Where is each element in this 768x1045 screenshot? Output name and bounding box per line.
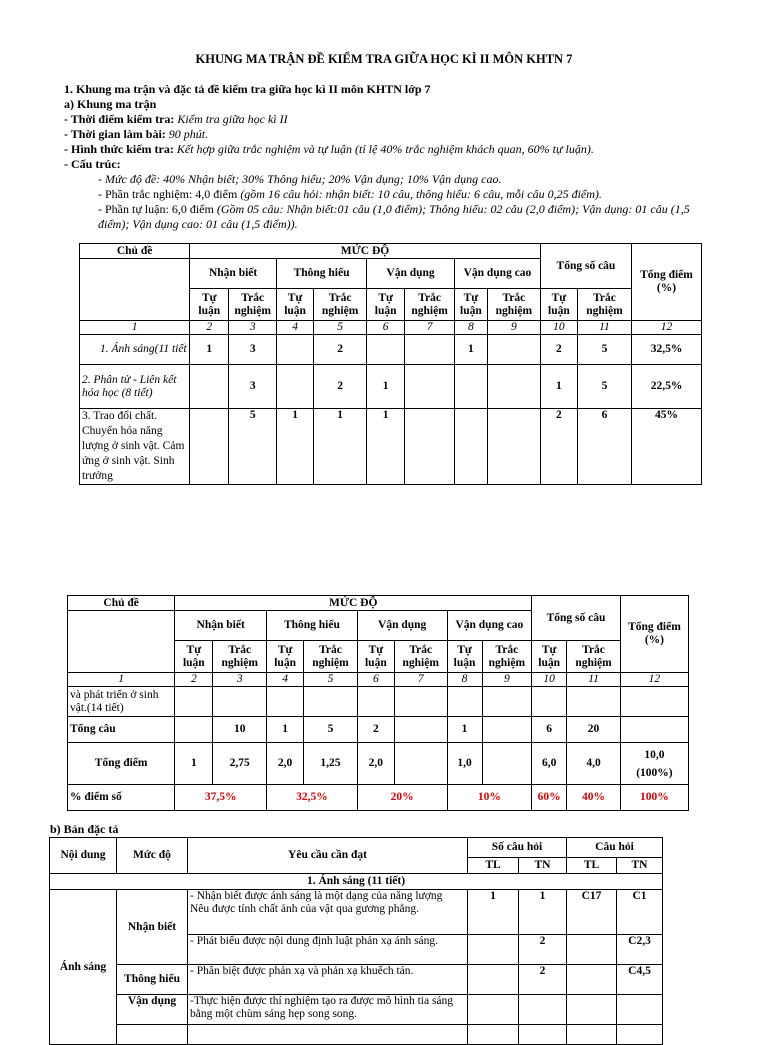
header-tl: Tự luận: [175, 641, 213, 673]
col-num: 3: [229, 321, 277, 335]
cell: 10,0 (100%): [620, 743, 688, 785]
cell: 1: [190, 335, 229, 365]
cell: [487, 365, 540, 409]
cell: 1: [447, 717, 482, 743]
cell: 5: [229, 409, 277, 485]
cell: [482, 717, 532, 743]
page-title: KHUNG MA TRẬN ĐỀ KIỂM TRA GIỮA HỌC KÌ II MÔN KHTN 7: [195, 52, 573, 66]
header-total-questions: Tổng số câu: [532, 596, 621, 641]
col-num: 9: [482, 673, 532, 687]
cell: 20: [567, 717, 621, 743]
header-tn: TN: [617, 858, 663, 874]
cell: 1,25: [304, 743, 358, 785]
row-label: % điểm số: [68, 785, 175, 811]
row-label: Tổng điểm: [68, 743, 175, 785]
col-num: 6: [357, 673, 394, 687]
cell: 3: [229, 365, 277, 409]
header-tn: Trắc nghiệm: [314, 289, 367, 321]
cell: 6: [577, 409, 631, 485]
cell: [617, 995, 663, 1025]
cell: 4,0: [567, 743, 621, 785]
col-num: 12: [620, 673, 688, 687]
cell: 40%: [567, 785, 621, 811]
exam-time-line: - Thời điểm kiểm tra: Kiểm tra giữa học kì II: [64, 112, 288, 126]
cell: 1: [468, 890, 519, 935]
structure-item-1: - Mức độ đề: 40% Nhận biết; 30% Thông hiểu; 20% Vận dụng; 10% Vận dụng cao.: [98, 172, 502, 186]
topic-cell: 1. Ánh sáng(11 tiết: [80, 335, 190, 365]
header-tl: Tự luận: [447, 641, 482, 673]
cell: 2,0: [357, 743, 394, 785]
cell: 45%: [632, 409, 702, 485]
header-total-score: Tổng điểm (%): [620, 596, 688, 673]
cell: 2: [540, 409, 577, 485]
spec-table: [49, 837, 663, 1045]
col-num: 5: [304, 673, 358, 687]
col-num: 11: [567, 673, 621, 687]
header-tl: TL: [468, 858, 519, 874]
col-num: 10: [532, 673, 567, 687]
cell: 60%: [532, 785, 567, 811]
cell: [567, 935, 617, 965]
col-num: 8: [447, 673, 482, 687]
header-tl: Tự luận: [190, 289, 229, 321]
cell: [487, 409, 540, 485]
header-tl: Tự luận: [540, 289, 577, 321]
header-tn: Trắc nghiệm: [229, 289, 277, 321]
cell: 1: [367, 409, 405, 485]
cell: [175, 717, 213, 743]
header-tl: Tự luận: [532, 641, 567, 673]
header-total-questions: Tổng số câu: [540, 244, 631, 289]
topic-cell: và phát triển ở sinh vật.(14 tiết): [68, 687, 175, 717]
level-vd: Vận dụng: [117, 995, 188, 1025]
cell: [482, 743, 532, 785]
column-number-row: [80, 321, 702, 335]
header-vdc: Vận dụng cao: [455, 259, 541, 289]
cell: 1: [277, 409, 314, 485]
cell: [567, 965, 617, 995]
header-level: Mức độ: [117, 838, 188, 874]
col-num: 9: [487, 321, 540, 335]
header-tl: Tự luận: [277, 289, 314, 321]
header-tn: Trắc nghiệm: [487, 289, 540, 321]
header-tn: Trắc nghiệm: [394, 641, 447, 673]
header-tn: Trắc nghiệm: [405, 289, 455, 321]
header-tl: TL: [567, 858, 617, 874]
cell: 22,5%: [632, 365, 702, 409]
cell: [190, 365, 229, 409]
col-num: 10: [540, 321, 577, 335]
cell: [405, 409, 455, 485]
requirement-cell: -Thực hiện được thí nghiệm tạo ra được mô hình tia sáng bằng một chùm sáng hẹp song song.: [188, 995, 468, 1025]
table-row: [80, 335, 702, 365]
cell: 32,5%: [267, 785, 358, 811]
structure-item-2: - Phần trắc nghiệm: 4,0 điểm (gồm 16 câu hỏi: nhận biết: 10 câu, thông hiểu: 6 câu, mỗi câu 0,25 điểm).: [98, 187, 602, 201]
header-vd: Vận dụng: [367, 259, 455, 289]
table-row: [80, 409, 702, 485]
requirement-cell: - Phát biểu được nội dung định luật phản xạ ánh sáng.: [188, 935, 468, 965]
duration-line: - Thời gian làm bài: 90 phút.: [64, 127, 209, 141]
header-tl: Tự luận: [267, 641, 304, 673]
header-nb: Nhận biết: [190, 259, 277, 289]
cell: 1: [455, 335, 488, 365]
form-line: - Hình thức kiểm tra: Kết hợp giữa trắc nghiệm và tự luận (tỉ lệ 40% trắc nghiệm khách quan, 60% tự luận).: [64, 142, 594, 156]
total-questions-row: [68, 717, 689, 743]
cell: [405, 365, 455, 409]
cell: 2: [519, 935, 567, 965]
col-num: 11: [577, 321, 631, 335]
header-vd: Vận dụng: [357, 611, 447, 641]
header-tl: Tự luận: [357, 641, 394, 673]
table-row: [68, 687, 689, 717]
cell: 6,0: [532, 743, 567, 785]
cell: [277, 365, 314, 409]
cell: 1,0: [447, 743, 482, 785]
cell: 32,5%: [632, 335, 702, 365]
cell: 100%: [620, 785, 688, 811]
col-num: 12: [632, 321, 702, 335]
cell: 5: [304, 717, 358, 743]
col-num: 8: [455, 321, 488, 335]
requirement-cell: - Nhận biết được ánh sáng là một dạng của năng lượng Nêu được tính chất ảnh của vật qua gương phẳng.: [188, 890, 468, 935]
cell: [190, 409, 229, 485]
cell: C4,5: [617, 965, 663, 995]
col-num: 7: [394, 673, 447, 687]
header-th: Thông hiểu: [267, 611, 358, 641]
column-number-row: [68, 673, 689, 687]
cell: 1: [267, 717, 304, 743]
header-level: MỨC ĐỘ: [190, 244, 541, 259]
cell: [468, 995, 519, 1025]
cell: [567, 995, 617, 1025]
header-tn: Trắc nghiệm: [577, 289, 631, 321]
cell: 1: [314, 409, 367, 485]
level-nb: Nhận biết: [117, 890, 188, 965]
cell: 2,0: [267, 743, 304, 785]
content-cell: Ánh sáng: [50, 890, 117, 1045]
matrix-table-2: [67, 595, 689, 811]
cell: C1: [617, 890, 663, 935]
cell: [394, 743, 447, 785]
col-num: 7: [405, 321, 455, 335]
header-th: Thông hiểu: [277, 259, 367, 289]
percent-row: [68, 785, 689, 811]
header-tl: Tự luận: [455, 289, 488, 321]
col-num: 2: [175, 673, 213, 687]
row-label: Tổng câu: [68, 717, 175, 743]
col-num: 3: [213, 673, 267, 687]
requirement-cell: - Phân biệt được phản xạ và phản xạ khuếch tán.: [188, 965, 468, 995]
cell: 5: [577, 365, 631, 409]
header-vdc: Vận dụng cao: [447, 611, 532, 641]
total-score-row: [68, 743, 689, 785]
cell: 1: [540, 365, 577, 409]
cell: 1: [175, 743, 213, 785]
table-row: [80, 365, 702, 409]
cell: 1: [519, 890, 567, 935]
header-topic: Chủ đề: [68, 596, 175, 611]
cell: [277, 335, 314, 365]
header-tn: Trắc nghiệm: [482, 641, 532, 673]
structure-item-3: - Phần tự luận: 6,0 điểm (Gồm 05 câu: Nhận biết:01 câu (1,0 điểm); Thông hiểu: 02 câu (2,0 điểm); Vận dụng: 01 câu (1,5 điểm); Vận dụng cao: 01 câu (1,5 điểm)).: [98, 202, 690, 231]
topic-cell: 2. Phân tử - Liên kết hóa học (8 tiết): [80, 365, 190, 409]
header-topic: Chủ đề: [80, 244, 190, 259]
cell: 2,75: [213, 743, 267, 785]
header-count: Số câu hỏi: [468, 838, 567, 858]
header-tn: Trắc nghiệm: [304, 641, 358, 673]
col-num: 4: [267, 673, 304, 687]
header-topic-blank: [68, 611, 175, 673]
col-num: 4: [277, 321, 314, 335]
spec-heading: b) Bản đặc tả: [50, 822, 119, 836]
header-questions: Câu hỏi: [567, 838, 663, 858]
header-topic-blank: [80, 259, 190, 321]
level-th: Thông hiểu: [117, 965, 188, 995]
cell: 5: [577, 335, 631, 365]
col-num: 2: [190, 321, 229, 335]
col-num: 1: [68, 673, 175, 687]
structure-label: - Cấu trúc:: [64, 157, 121, 171]
header-tn: Trắc nghiệm: [213, 641, 267, 673]
cell: 3: [229, 335, 277, 365]
cell: [367, 335, 405, 365]
cell: 1: [367, 365, 405, 409]
cell: [455, 365, 488, 409]
header-tl: Tự luận: [367, 289, 405, 321]
section-row: 1. Ánh sáng (11 tiết): [50, 874, 663, 890]
col-num: 1: [80, 321, 190, 335]
cell: 20%: [357, 785, 447, 811]
cell: [468, 935, 519, 965]
intro-section: [64, 82, 724, 232]
cell: 10: [213, 717, 267, 743]
cell: 2: [314, 365, 367, 409]
header-level: MỨC ĐỘ: [175, 596, 532, 611]
cell: 2: [519, 965, 567, 995]
cell: [620, 717, 688, 743]
col-num: 6: [367, 321, 405, 335]
header-tn: TN: [519, 858, 567, 874]
header-requirement: Yêu cầu cần đạt: [188, 838, 468, 874]
sub-heading-a: a) Khung ma trận: [64, 97, 157, 111]
header-total-score: Tổng điểm (%): [632, 244, 702, 321]
cell: 10%: [447, 785, 532, 811]
cell: [405, 335, 455, 365]
header-content: Nội dung: [50, 838, 117, 874]
cell: [455, 409, 488, 485]
cell: [519, 995, 567, 1025]
section-heading: 1. Khung ma trận và đặc tả đề kiểm tra giữa học kì II môn KHTN lớp 7: [64, 82, 431, 96]
matrix-table-1: [79, 243, 702, 485]
cell: 2: [314, 335, 367, 365]
topic-cell: 3. Trao đổi chất. Chuyển hóa năng lượng ở sinh vật. Cảm ứng ở sinh vật. Sinh trưởng: [80, 409, 190, 485]
cell: C17: [567, 890, 617, 935]
cell: 2: [357, 717, 394, 743]
cell: 37,5%: [175, 785, 267, 811]
cell: [394, 717, 447, 743]
cell: [468, 965, 519, 995]
cell: [487, 335, 540, 365]
header-tn: Trắc nghiệm: [567, 641, 621, 673]
cell: 6: [532, 717, 567, 743]
cell: 2: [540, 335, 577, 365]
cell: C2,3: [617, 935, 663, 965]
col-num: 5: [314, 321, 367, 335]
header-nb: Nhận biết: [175, 611, 267, 641]
